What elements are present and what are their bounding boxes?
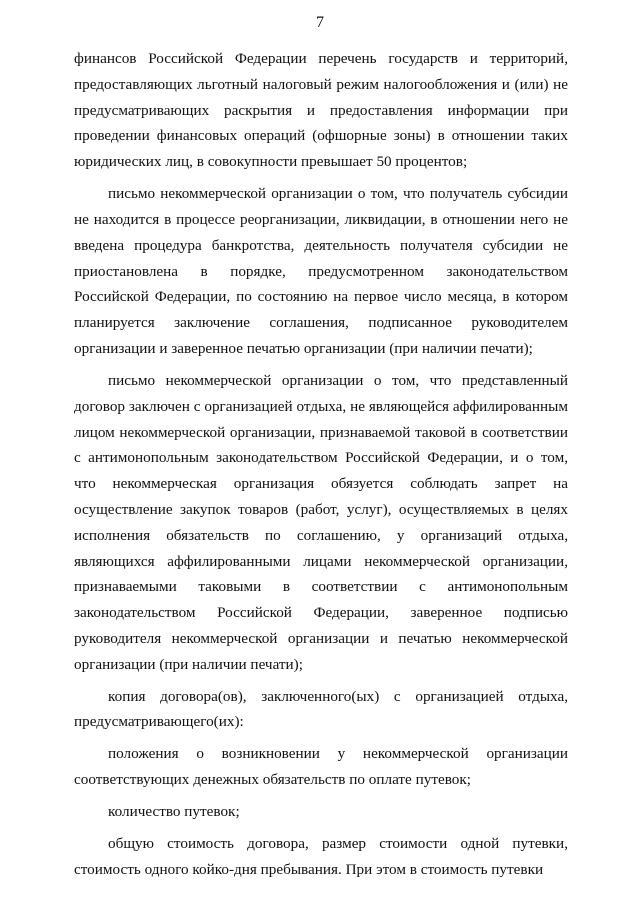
paragraph-voucher-count: количество путевок; xyxy=(108,803,240,821)
paragraph-contract-cost: общую стоимость договора, размер стоимости одной путевки, стоимость одного койко-дня пребывания. При этом в стоимость путевки xyxy=(74,835,568,879)
paragraph-offshore-continuation: финансов Российской Федерации перечень государств и территорий, предоставляющих льготный налоговый режим налогообложения и (или) не предусматривающих раскрытия и предоставления информации при проведении финансовых операций (офшорные зоны) в отношении таких юридических лиц, в совокупности превышает 50 процентов; xyxy=(74,50,568,171)
page-number: 7 xyxy=(316,14,324,31)
paragraph-affiliation-letter: письмо некоммерческой организации о том, что представленный договор заключен с организацией отдыха, не являющейся аффилированным лицом некоммерческой организации, признаваемой таковой в соответствии с антимонопольным законодательством Российской Федерации, и о том, что некоммерческая организация обязуется соблюдать запрет на осуществление закупок товаров (работ, услуг), осуществляемых в целях исполнения обязательств по соглашению, у организаций отдыха, являющихся аффилированными лицами некоммерческой организации, признаваемыми таковыми в соответствии с антимонопольным законодательством Российской Федерации, заверенное подписью руководителя некоммерческой организации и печатью некоммерческой организации (при наличии печати); xyxy=(74,371,568,673)
paragraph-obligations: положения о возникновении у некоммерческой организации соответствующих денежных обязательств по оплате путевок; xyxy=(74,745,568,789)
paragraph-contract-copy: копия договора(ов), заключенного(ых) с организацией отдыха, предусматривающего(их): xyxy=(74,687,568,731)
paragraph-reorganization-letter: письмо некоммерческой организации о том, что получатель субсидии не находится в процессе реорганизации, ликвидации, в отношении него не введена процедура банкротства, деятельность получателя субсидии не приостановлена в порядке, предусмотренном законодательством Российской Федерации, по состоянию на первое число месяца, в котором планируется заключение соглашения, подписанное руководителем организации и заверенное печатью организации (при наличии печати); xyxy=(74,185,568,357)
document-body xyxy=(74,46,568,889)
